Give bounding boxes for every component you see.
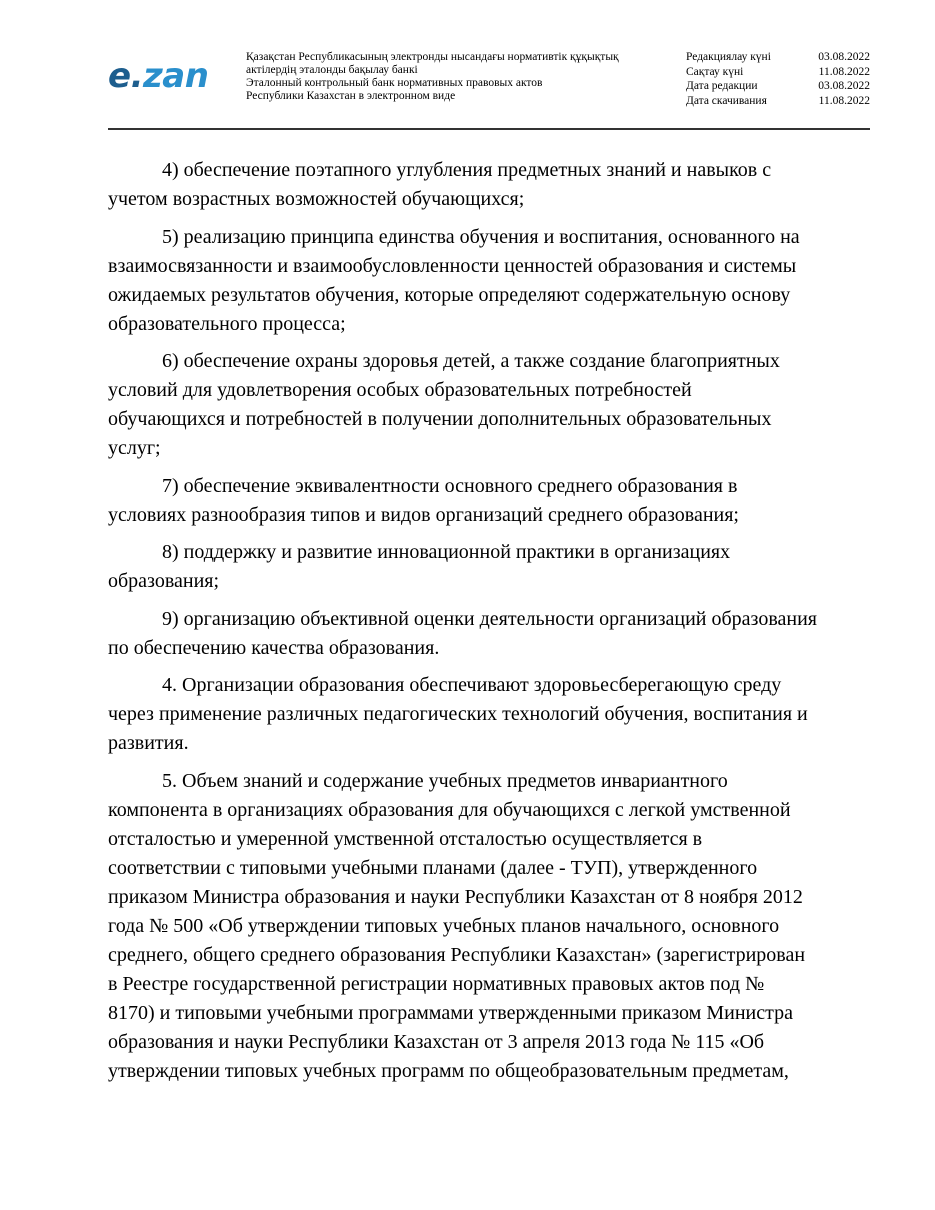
bank-description: [246, 51, 666, 103]
text-line: образовательного процесса;: [108, 312, 346, 335]
text-line: отсталостью и умеренной умственной отсталостью осуществляется в: [108, 827, 703, 850]
text-line: обучающихся и потребностей в получении дополнительных образовательных: [108, 408, 772, 430]
description-line: актілердің эталонды бақылау банкі: [246, 64, 418, 76]
text-line: 8170) и типовыми учебными программами утвержденными приказом Министра: [108, 1001, 793, 1024]
text-line: утверждении типовых учебных программ по общеобразовательным предметам,: [108, 1059, 789, 1082]
document-body: [108, 156, 868, 1094]
text-line: условиях разнообразия типов и видов организаций среднего образования;: [108, 503, 739, 526]
text-line: в Реестре государственной регистрации нормативных правовых актов под №: [108, 972, 765, 995]
document-dates: [686, 50, 870, 108]
text-line: 8) поддержку и развитие инновационной практики в организациях: [162, 541, 731, 563]
paragraph: [108, 156, 868, 214]
document-header: [108, 48, 870, 130]
paragraph: [108, 347, 868, 463]
meta-label: Сақтау күні: [686, 65, 744, 78]
text-line: 7) обеспечение эквивалентности основного среднего образования в: [162, 474, 738, 497]
paragraph: [108, 223, 868, 339]
text-line: образования и науки Республики Казахстан от 3 апреля 2013 года № 115 «Об: [108, 1030, 765, 1053]
text-line: 5) реализацию принципа единства обучения и воспитания, основанного на: [162, 225, 800, 248]
text-line: ожидаемых результатов обучения, которые определяют содержательную основу: [108, 283, 791, 306]
meta-value: 03.08.2022: [818, 51, 870, 63]
description-line: Республики Казахстан в электронном виде: [246, 90, 456, 102]
meta-value: 03.08.2022: [818, 80, 870, 92]
text-line: соответствии с типовыми учебными планами (далее - ТУП), утвержденного: [108, 856, 758, 879]
text-line: развития.: [108, 732, 189, 754]
text-line: по обеспечению качества образования.: [108, 636, 440, 659]
meta-row: [686, 79, 870, 94]
meta-row: [686, 65, 870, 80]
paragraph: [108, 767, 868, 1086]
paragraph: [108, 538, 868, 596]
text-line: 4) обеспечение поэтапного углубления предметных знаний и навыков с: [162, 159, 772, 181]
ezan-logo: e.zan: [108, 56, 209, 96]
text-line: 6) обеспечение охраны здоровья детей, а также создание благоприятных: [162, 350, 780, 372]
text-line: 9) организацию объективной оценки деятельности организаций образования: [162, 607, 817, 630]
text-line: учетом возрастных возможностей обучающихся;: [108, 188, 525, 210]
description-line: Эталонный контрольный банк нормативных правовых актов: [246, 77, 543, 89]
meta-row: [686, 94, 870, 109]
text-line: услуг;: [108, 437, 161, 459]
text-line: года № 500 «Об утверждении типовых учебных планов начального, основного: [108, 914, 780, 937]
meta-row: [686, 50, 870, 65]
paragraph: [108, 605, 868, 663]
text-line: взаимосвязанности и взаимообусловленности ценностей образования и системы: [108, 254, 797, 277]
text-line: образования;: [108, 570, 220, 592]
text-line: среднего, общего среднего образования Республики Казахстан» (зарегистрирован: [108, 943, 806, 966]
description-line: Қазақстан Республикасының электронды нысандағы нормативтік құқықтық: [246, 51, 619, 63]
paragraph: [108, 472, 868, 530]
text-line: условий для удовлетворения особых образовательных потребностей: [108, 379, 692, 401]
text-line: компонента в организациях образования для обучающихся с легкой умственной: [108, 798, 791, 821]
paragraph: [108, 671, 868, 758]
text-line: 4. Организации образования обеспечивают здоровьесберегающую среду: [162, 674, 782, 696]
meta-value: 11.08.2022: [818, 65, 870, 78]
meta-value: 11.08.2022: [818, 94, 870, 107]
text-line: 5. Объем знаний и содержание учебных предметов инвариантного: [162, 769, 728, 792]
meta-label: Редакциялау күні: [686, 51, 771, 63]
text-line: через применение различных педагогических технологий обучения, воспитания и: [108, 703, 808, 725]
text-line: приказом Министра образования и науки Республики Казахстан от 8 ноября 2012: [108, 885, 803, 908]
meta-label: Дата редакции: [686, 80, 758, 92]
meta-label: Дата скачивания: [686, 94, 767, 107]
